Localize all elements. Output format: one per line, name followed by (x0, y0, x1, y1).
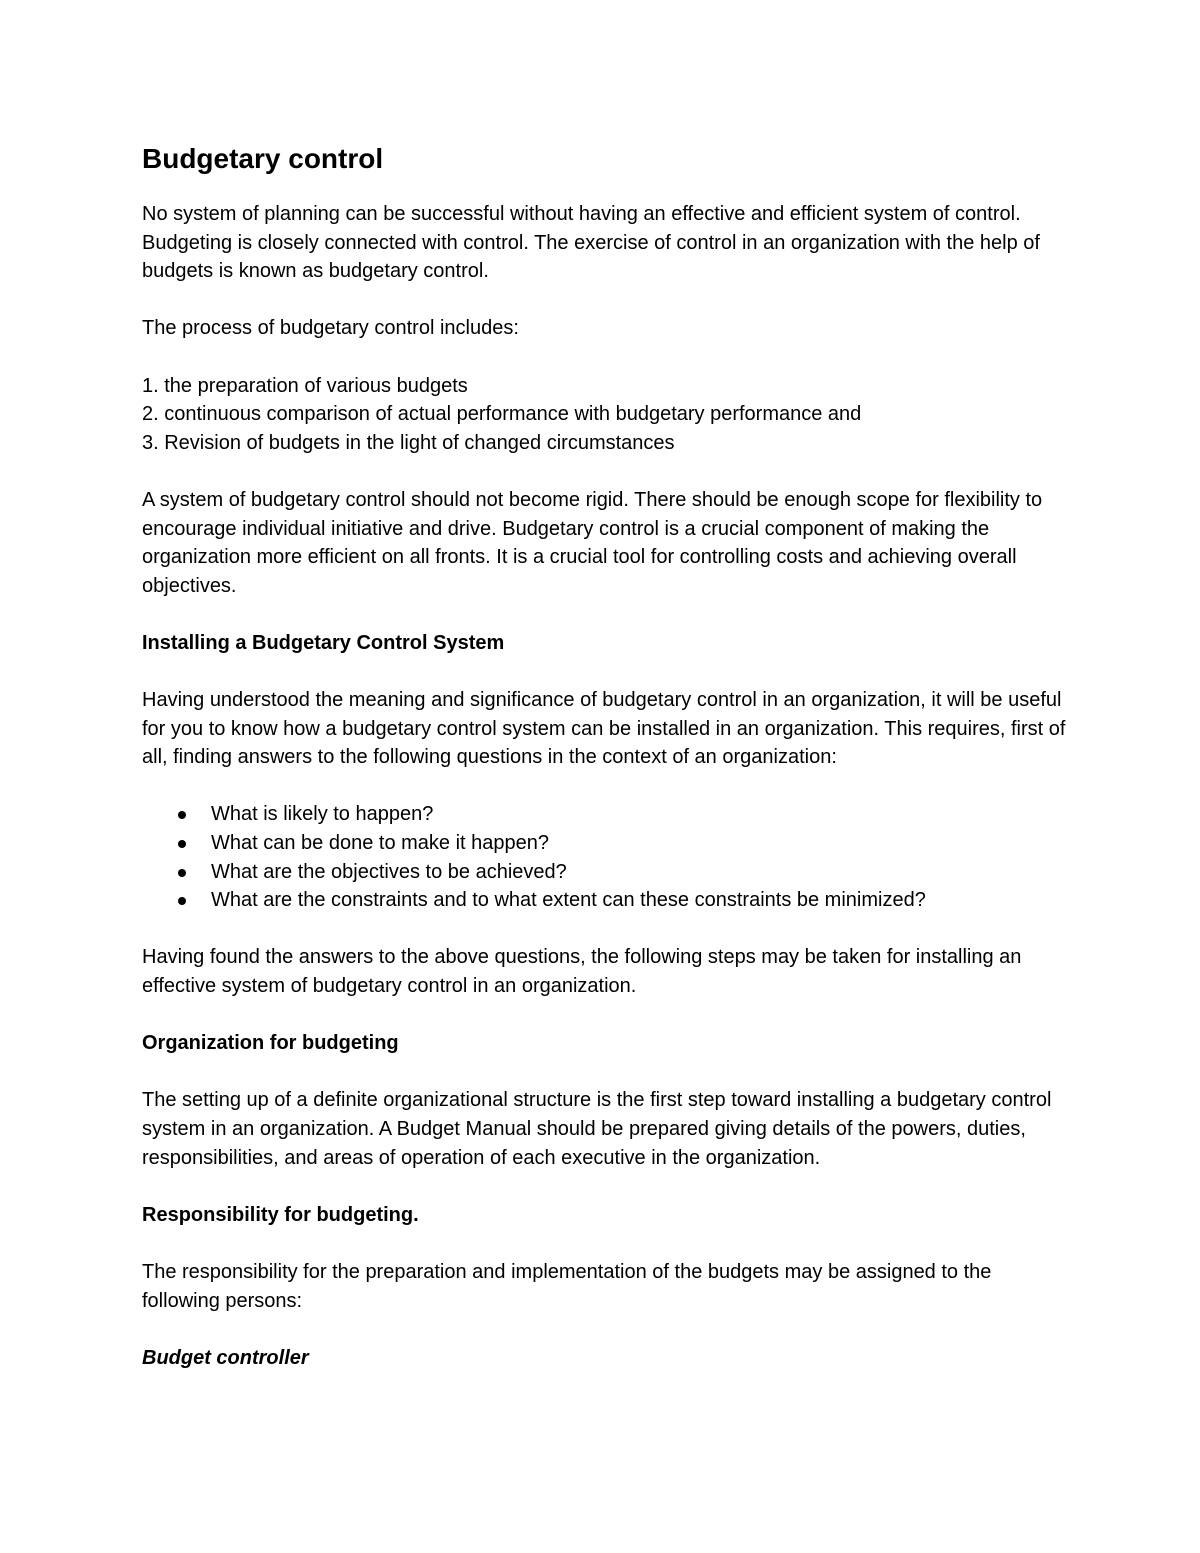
flexibility-paragraph: A system of budgetary control should not become rigid. There should be enough scope for flexibility to encourage individual initiative and drive. Budgetary control is a crucial component of making the organization more efficient on all fronts. It is a crucial tool for controlling costs and achieving overall objectives. (142, 488, 1043, 597)
list-item (142, 858, 1072, 887)
list-item: 2. continuous comparison of actual performance with budgetary performance and (142, 403, 862, 426)
list-item (142, 800, 1072, 829)
list-item-text: What are the constraints and to what extent can these constraints be minimized? (211, 889, 926, 912)
section-heading-organization: Organization for budgeting (142, 1032, 399, 1055)
installing-paragraph: Having understood the meaning and significance of budgetary control in an organization, it will be useful for you to know how a budgetary control system can be installed in an organization. This requires, first of all, finding answers to the following questions in the context of an organization: (142, 689, 1066, 769)
list-item (142, 886, 1072, 915)
bullet-icon (178, 840, 186, 848)
bullet-icon (178, 897, 186, 905)
list-item (142, 829, 1072, 858)
document-body (142, 139, 1072, 1401)
process-steps-list (142, 372, 1072, 458)
list-item-text: What can be done to make it happen? (211, 832, 550, 855)
list-item-text: What is likely to happen? (211, 803, 434, 826)
questions-list (142, 800, 1072, 914)
bullet-icon (178, 869, 186, 877)
section-heading-installing: Installing a Budgetary Control System (142, 631, 505, 654)
list-item-text: What are the objectives to be achieved? (211, 860, 567, 883)
organization-paragraph: The setting up of a definite organizational structure is the first step toward installing a budgetary control system in an organization. A Budget Manual should be prepared giving details of the powers, duties, responsibilities, and areas of operation of each executive in the organization. (142, 1089, 1052, 1169)
intro-paragraph: No system of planning can be successful without having an effective and efficient system of control. Budgeting is closely connected with control. The exercise of control in an organization with the help of budgets is known as budgetary control. (142, 203, 1040, 283)
process-intro-paragraph: The process of budgetary control includes: (142, 317, 519, 340)
section-heading-responsibility: Responsibility for budgeting. (142, 1203, 419, 1226)
responsibility-paragraph: The responsibility for the preparation and implementation of the budgets may be assigned to the following persons: (142, 1260, 992, 1312)
bullet-icon (178, 811, 186, 819)
installing-closing-paragraph: Having found the answers to the above questions, the following steps may be taken for installing an effective system of budgetary control in an organization. (142, 946, 1022, 998)
list-item: 3. Revision of budgets in the light of changed circumstances (142, 431, 675, 454)
list-item: 1. the preparation of various budgets (142, 374, 468, 397)
section-heading-budget-controller: Budget controller (142, 1346, 309, 1369)
document-title: Budgetary control (142, 143, 384, 174)
